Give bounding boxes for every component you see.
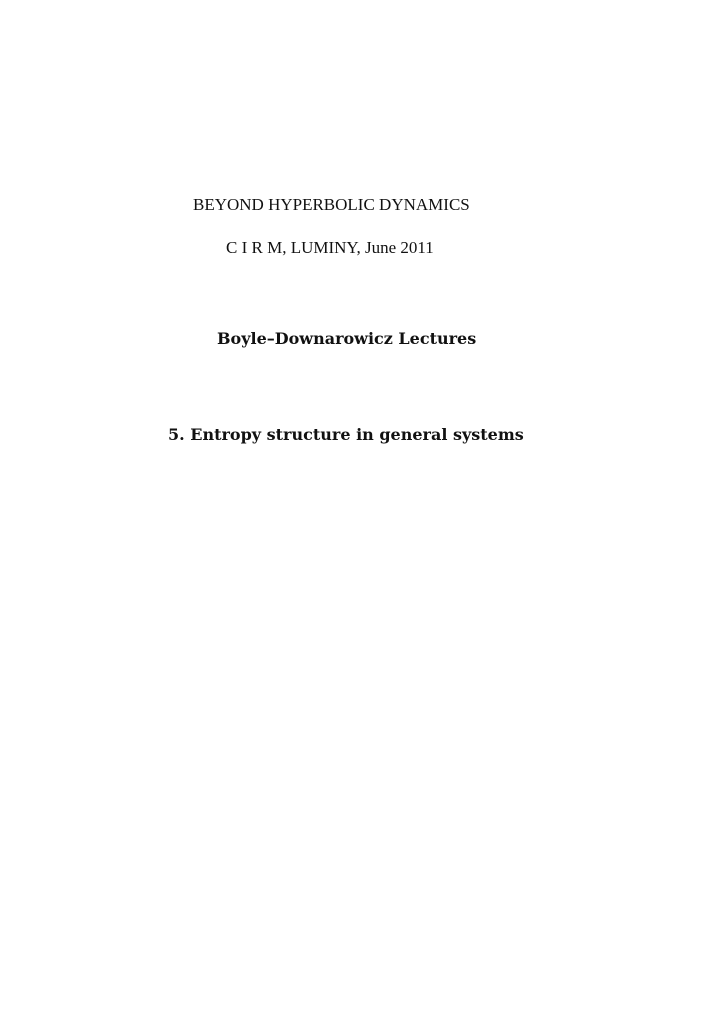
chapter-title: Entropy structure in general systems	[190, 425, 524, 444]
conference-title: BEYOND HYPERBOLIC DYNAMICS	[193, 195, 470, 214]
chapter-heading	[168, 427, 524, 443]
venue-and-date: C I R M, LUMINY, June 2011	[226, 238, 434, 257]
lecture-series-title: Boyle–Downarowicz Lectures	[217, 329, 477, 348]
chapter-number: 5.	[168, 425, 185, 444]
